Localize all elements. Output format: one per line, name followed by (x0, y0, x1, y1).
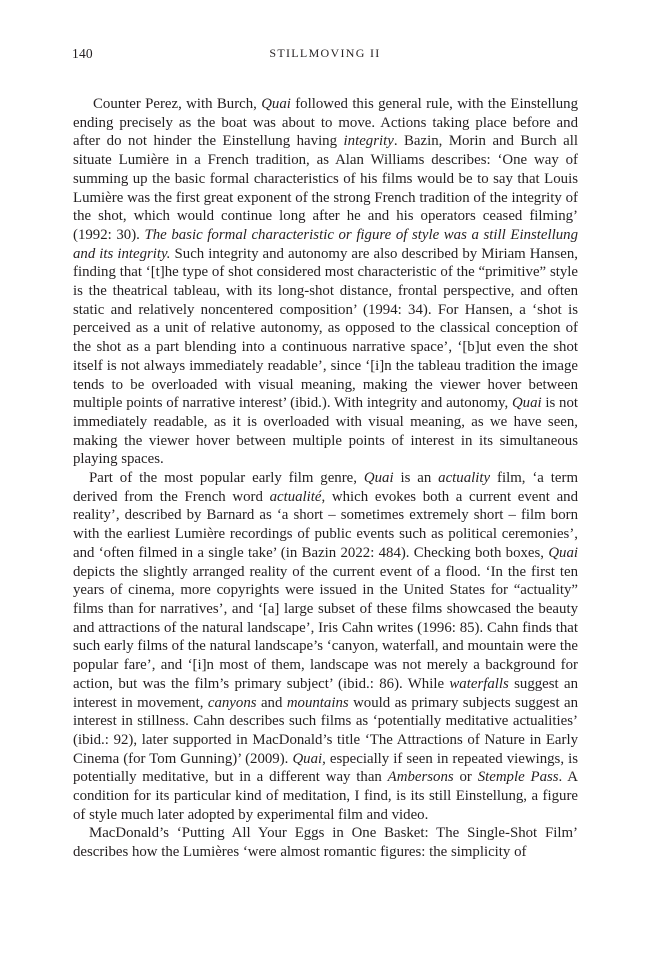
italic-text-run: actualité (269, 488, 322, 505)
italic-text-run: mountains (286, 694, 349, 711)
text-run: , which evokes both a current event and reality’, described by Barnard as ‘a short – sometimes extremely short – film born with the earliest Lumière recordings of public events such as political ceremonies’, and ‘often filmed in a single take’ (in Bazin 2022: 484). Checking both boxes, (73, 488, 578, 561)
text-run: MacDonald’s ‘Putting All Your Eggs in One Basket: The Single-Shot Film’ describes how the Lumières ‘were almost romantic figures: the simplicity of (73, 825, 578, 861)
text-run: is an (393, 470, 439, 487)
text-run: and (256, 694, 287, 711)
text-run: followed this general rule, with the Einstellung ending precisely as the boat was about to move. Actions taking place before and after do not hinder the Einstellung having (73, 96, 579, 150)
italic-text-run: Ambersons (387, 769, 454, 786)
text-run: would as primary subjects suggest an interest in stillness. Cahn describes such films as ‘potentially meditative actualities’ (ibid.: 92), later supported in MacDonald’s title ‘The Attractions of Nature in Early Cinema (for Tom Gunning)’ (2009). (73, 694, 579, 767)
text-run: depicts the slightly arranged reality of the current event of a flood. ‘In the first ten years of cinema, more copyrights were issued in the United States for “actuality” films than for narratives’, and ‘[a] large subset of these films showcased the beauty and attractions of the natural landscape’, Iris Cahn writes (1996: 85). Cahn finds that such early films of the natural landscape’s ‘canyon, waterfall, and mountain were the popular fare’, and ‘[i]n most of them, landscape was not merely a background for action, but was the film’s primary subject’ (ibid.: 86). While (73, 563, 578, 692)
italic-text-run: Quai (261, 96, 291, 112)
italic-text-run: Quai (511, 395, 542, 412)
text-run: Such integrity and autonomy are also described by Miriam Hansen, finding that ‘[t]he type of shot considered most characteristic of the “primitive” style is the theatrical tableau, with its long-shot distance, frontal perspective, and often static and relatively noncentered composition’ (1994: 34). For Hansen, a ‘shot is perceived as a unit of relative autonomy, as opposed to the classical conception of the shot as a part blending into a continuous narrative space’, ‘[b]ut even the shot itself is not always immediately readable’, since ‘[i]n the tableau tradition the image tends to be overloaded with visual meaning, making the viewer hover between multiple points of narrative interest’ (ibid.). With integrity and autonomy, (73, 245, 578, 412)
italic-text-run: Quai (292, 750, 323, 767)
text-run: . Bazin, Morin and Burch all situate Lumière in a French tradition, as Alan Williams describes: ‘One way of summing up the basic formal characteristics of his films would be to say that Louis Lumière was the first great exponent of the strong French tradition of the integrity of the shot, which would continue long after he and his operators ceased filming’ (1992: 30). (73, 133, 578, 243)
italic-text-run: canyons (207, 694, 257, 711)
page-number: 140 (72, 46, 93, 61)
italic-text-run: Quai (363, 470, 394, 487)
italic-text-run: The basic formal characteristic or figure of style was a still Einstellung and its integrity. (73, 226, 578, 262)
italic-text-run: waterfalls (449, 675, 509, 692)
italic-text-run: Stemple Pass (477, 769, 559, 786)
italic-text-run: integrity (343, 133, 394, 150)
text-run: suggest an interest in movement, (73, 675, 579, 711)
text-run: , especially if seen in repeated viewings, is potentially meditative, but in a different way than (73, 750, 579, 786)
text-run: Counter Perez, with Burch, (93, 96, 262, 112)
paragraph (73, 469, 578, 824)
text-run: . A condition for its particular kind of meditation, I find, is its still Einstellung, a figure of style much later adopted by experimental film and video. (73, 769, 578, 823)
running-head: STILLMOVING II (269, 46, 381, 60)
body-text (73, 95, 578, 862)
text-run: is not immediately readable, as it is overloaded with visual meaning, as we have seen, making the viewer hover between multiple points of interest in its simultaneous playing spaces. (73, 395, 578, 468)
italic-text-run: Quai (548, 544, 578, 561)
text-run: film, ‘a term derived from the French word (73, 470, 578, 505)
text-run: Part of the most popular early film genre, (89, 470, 364, 487)
paragraph (73, 824, 578, 861)
text-run: or (453, 769, 478, 786)
paragraph (73, 95, 578, 469)
italic-text-run: actuality (438, 470, 491, 487)
